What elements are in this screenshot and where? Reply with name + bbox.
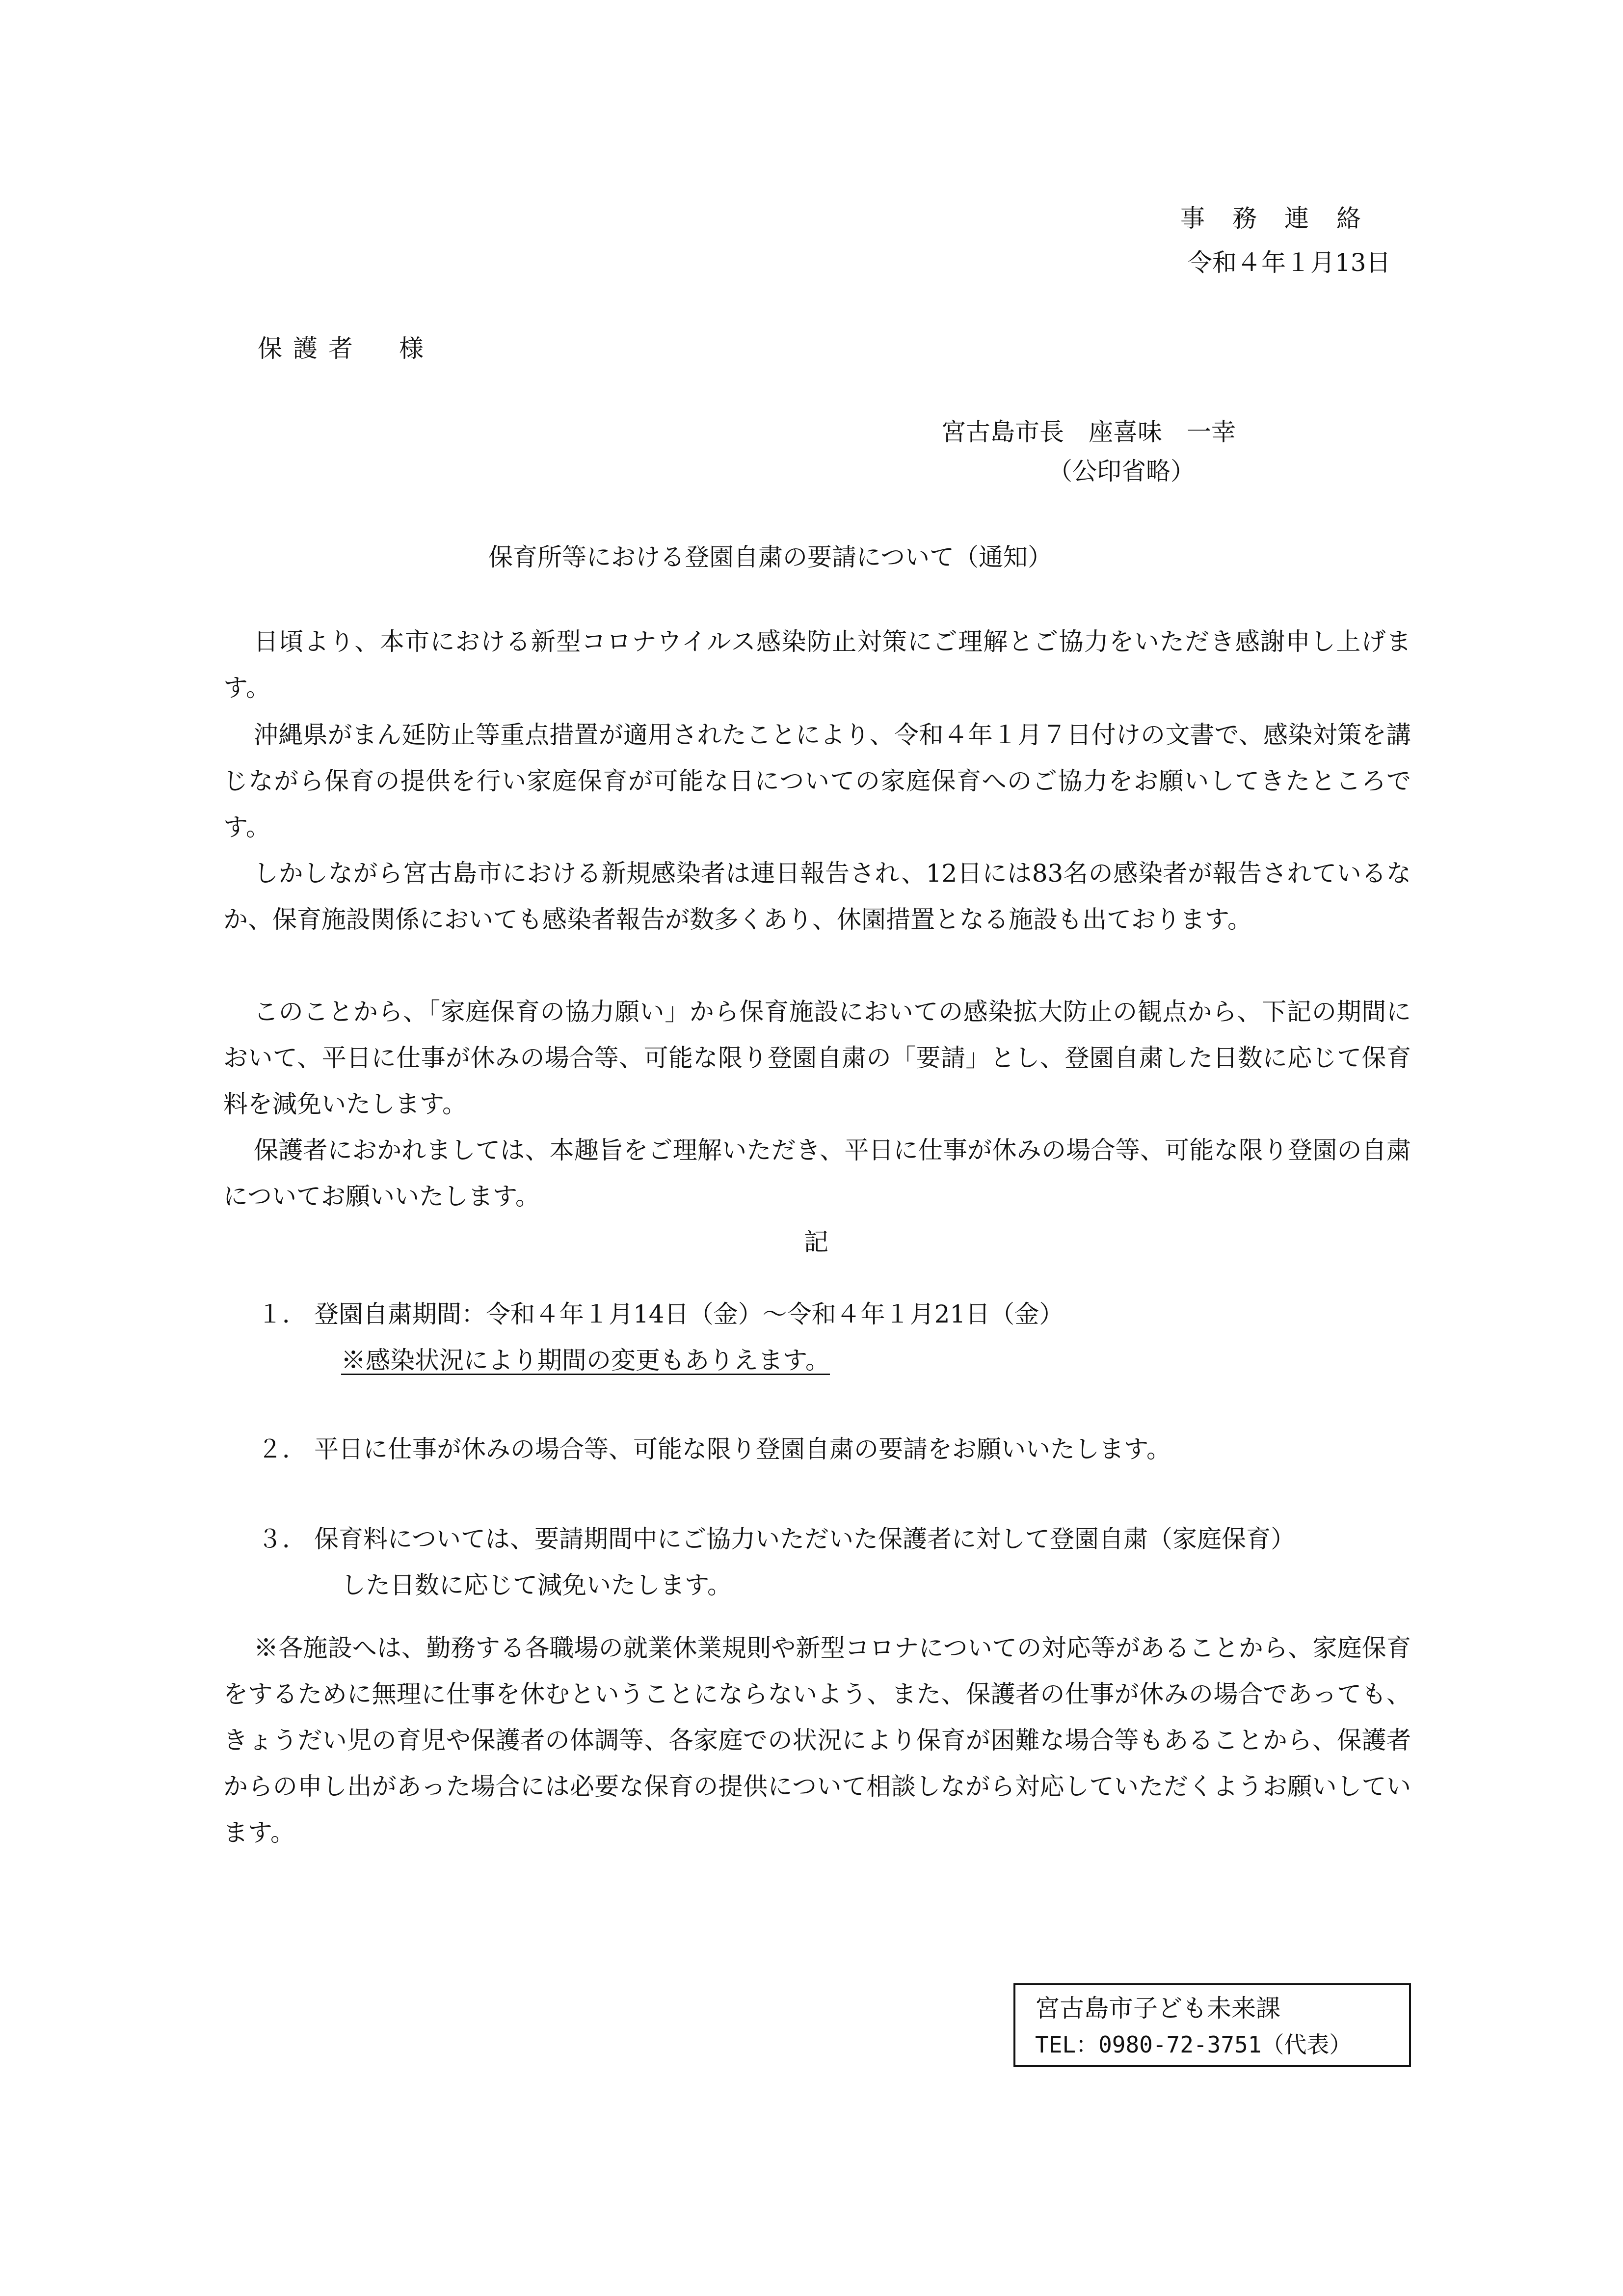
body-paragraph: 保護者におかれましては、本趣旨をご理解いただき、平日に仕事が休みの場合等、可能な限り登園の自粛についてお願いいたします。 [223, 1136, 1411, 1211]
list-item [258, 1426, 1171, 1472]
contact-box [1013, 1983, 1411, 2067]
body-paragraph: 沖縄県がまん延防止等重点措置が適用されたことにより、令和４年１月７日付けの文書で、感染対策を講じながら保育の提供を行い家庭保育が可能な日についての家庭保育へのご協力をお願いしてきたところです。 [223, 721, 1411, 841]
seal-omitted-note: （公印省略） [1048, 457, 1195, 486]
doc-date: 令和４年１月13日 [1188, 248, 1391, 277]
item-note: ※感染状況により期間の変更もありえます。 [341, 1346, 830, 1375]
item-text: 平日に仕事が休みの場合等、可能な限り登園自粛の要請をお願いいたします。 [314, 1435, 1171, 1463]
contact-phone: TEL：0980-72-3751（代表） [1035, 2031, 1352, 2058]
item-text: 登園自粛期間：令和４年１月14日（金）～令和４年１月21日（金） [314, 1300, 1064, 1328]
contact-department: 宮古島市子ども未来課 [1035, 1994, 1280, 2023]
list-item [258, 1516, 1295, 1608]
item-number: ２． [258, 1435, 307, 1463]
doc-type-label: 事務連絡 [1180, 204, 1388, 233]
body-paragraph: 日頃より、本市における新型コロナウイルス感染防止対策にご理解とご協力をいただき感謝申し上げます。 [223, 627, 1411, 702]
item-number: １． [258, 1300, 307, 1328]
footnote-paragraph: ※各施設へは、勤務する各職場の就業休業規則や新型コロナについての対応等があることから、家庭保育をするために無理に仕事を休むということにならないよう、また、保護者の仕事が休みの場合であっても、きょうだい児の育児や保護者の体調等、各家庭での状況により保育が困難な場合等もあることから、保護者からの申し出があった場合には必要な保育の提供について相談しながら対応していただくようお願いしています。 [223, 1634, 1411, 1847]
list-item [258, 1291, 1064, 1383]
body-paragraph: しかしながら宮古島市における新規感染者は連日報告され、12日には83名の感染者が報告されているなか、保育施設関係においても感染者報告が数多くあり、休園措置となる施設も出ております。 [223, 859, 1411, 934]
document-title: 保育所等における登園自粛の要請について（通知） [488, 543, 1052, 571]
addressee: 保護者 様 [258, 334, 434, 363]
body-paragraph: このことから、「家庭保育の協力願い」から保育施設においての感染拡大防止の観点から、下記の期間において、平日に仕事が休みの場合等、可能な限り登園自粛の「要請」とし、登園自粛した日数に応じて保育料を減免いたします。 [223, 998, 1411, 1118]
sender-name: 宮古島市長 座喜味 一幸 [941, 418, 1236, 446]
ki-heading: 記 [804, 1228, 828, 1256]
item-text: 保育料については、要請期間中にご協力いただいた保護者に対して登園自粛（家庭保育） [314, 1525, 1295, 1553]
item-text-continued: した日数に応じて減免いたします。 [341, 1571, 732, 1599]
item-number: ３． [258, 1525, 307, 1553]
